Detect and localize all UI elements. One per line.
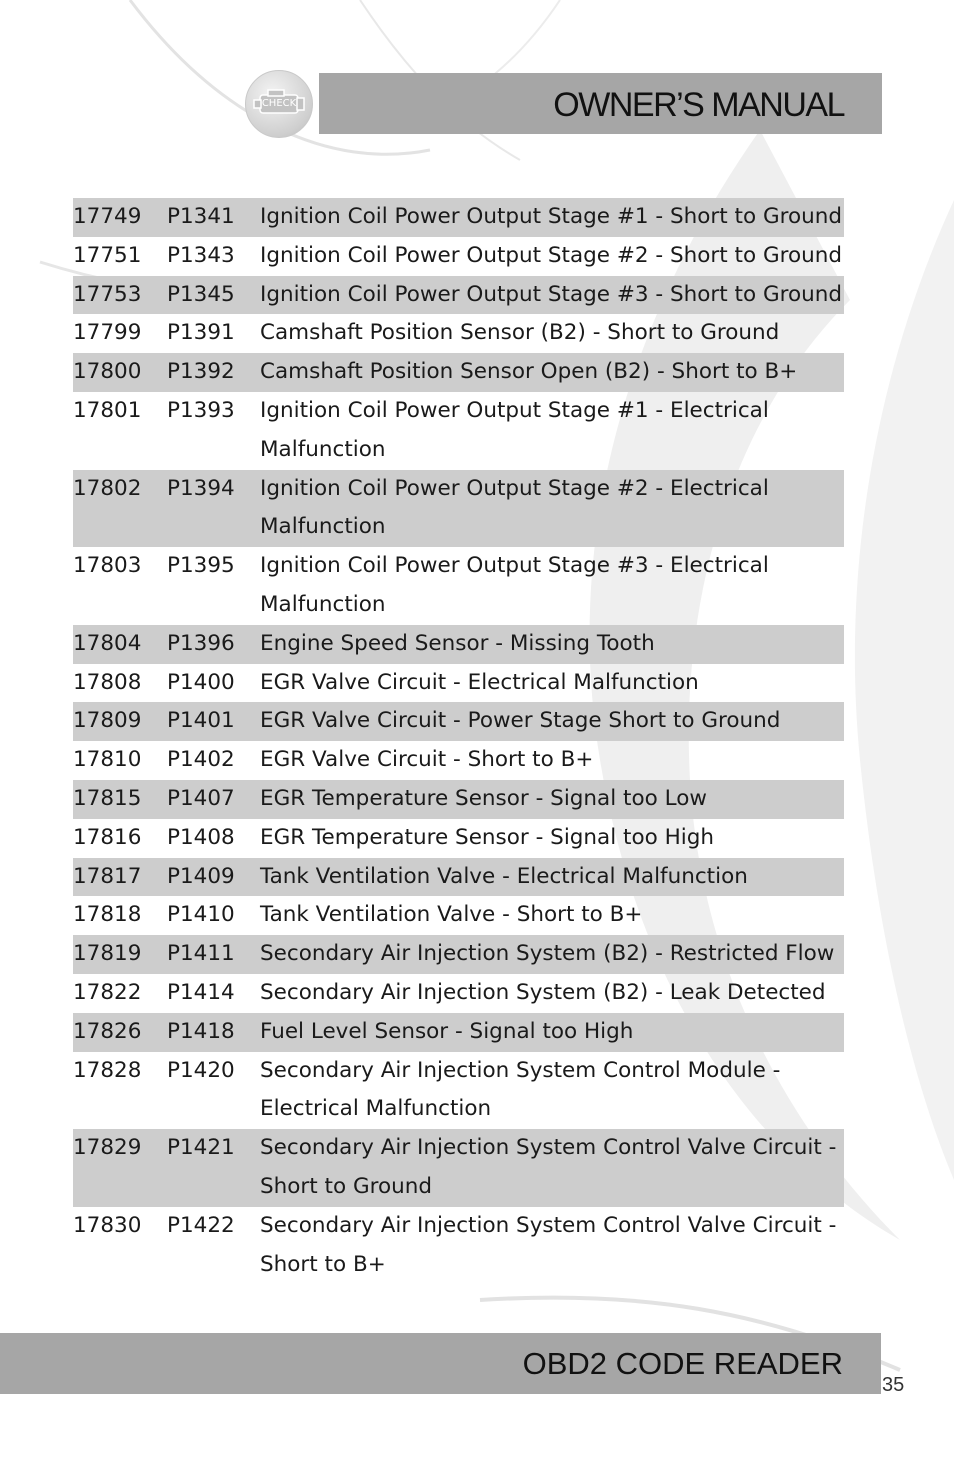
table-row xyxy=(73,974,844,1013)
code-cell: 17817 xyxy=(73,863,142,889)
description-cell: Ignition Coil Power Output Stage #1 - Electrical Malfunction xyxy=(260,397,769,462)
description-cell: Ignition Coil Power Output Stage #2 - Electrical Malfunction xyxy=(260,475,769,540)
pcode-cell: P1414 xyxy=(167,979,235,1005)
code-cell: 17809 xyxy=(73,708,142,734)
code-cell: 17819 xyxy=(73,941,142,967)
code-cell: 17800 xyxy=(73,359,142,385)
table-row xyxy=(73,470,844,548)
code-cell: 17829 xyxy=(73,1135,142,1161)
code-cell: 17803 xyxy=(73,553,142,579)
description-cell: Ignition Coil Power Output Stage #3 - Electrical Malfunction xyxy=(260,553,769,617)
code-cell: 17804 xyxy=(73,630,142,656)
table-row xyxy=(73,314,844,353)
check-badge-label: CHECK xyxy=(261,98,297,109)
pcode-cell: P1400 xyxy=(167,669,235,695)
pcode-cell: P1343 xyxy=(167,242,235,268)
pcode-cell: P1391 xyxy=(167,320,235,346)
code-cell: 17818 xyxy=(73,902,142,928)
footer-bar xyxy=(0,1333,881,1394)
table-row xyxy=(73,237,844,276)
table-row xyxy=(73,547,844,625)
pcode-cell: P1420 xyxy=(167,1057,235,1083)
header-bar xyxy=(319,73,882,134)
table-row xyxy=(73,625,844,664)
pcode-cell: P1421 xyxy=(167,1135,235,1161)
description-cell: EGR Temperature Sensor - Signal too High xyxy=(260,824,715,850)
table-row xyxy=(73,198,844,237)
table-row xyxy=(73,1129,844,1207)
table-row xyxy=(73,741,844,780)
check-engine-badge xyxy=(245,70,313,138)
code-cell: 17801 xyxy=(73,397,142,423)
code-cell: 17830 xyxy=(73,1212,142,1238)
page-title: OWNER’S MANUAL xyxy=(553,86,844,124)
description-cell: EGR Valve Circuit - Electrical Malfunction xyxy=(260,669,699,695)
code-cell: 17816 xyxy=(73,824,142,850)
pcode-cell: P1422 xyxy=(167,1212,235,1238)
description-cell: Fuel Level Sensor - Signal too High xyxy=(260,1018,634,1044)
description-cell: Tank Ventilation Valve - Electrical Malfunction xyxy=(260,863,748,889)
pcode-cell: P1402 xyxy=(167,747,235,773)
code-cell: 17815 xyxy=(73,785,142,811)
description-cell: Secondary Air Injection System Control Valve Circuit - Short to Ground xyxy=(260,1135,837,1199)
pcode-cell: P1345 xyxy=(167,281,235,307)
pcode-cell: P1341 xyxy=(167,204,235,229)
description-cell: Secondary Air Injection System (B2) - Leak Detected xyxy=(260,979,826,1005)
description-cell: Camshaft Position Sensor Open (B2) - Short to B+ xyxy=(260,359,798,385)
pcode-cell: P1411 xyxy=(167,941,235,967)
table-row xyxy=(73,353,844,392)
table-row xyxy=(73,276,844,315)
pcode-cell: P1392 xyxy=(167,359,235,385)
page-number: 35 xyxy=(882,1374,905,1396)
table-row xyxy=(73,819,844,858)
table-row xyxy=(73,664,844,703)
description-cell: EGR Valve Circuit - Power Stage Short to Ground xyxy=(260,708,781,734)
pcode-cell: P1393 xyxy=(167,397,235,423)
table-row xyxy=(73,935,844,974)
table-row xyxy=(73,1052,844,1130)
code-cell: 17749 xyxy=(73,204,142,229)
trouble-code-table xyxy=(73,198,844,1284)
pcode-cell: P1409 xyxy=(167,863,235,889)
table-row xyxy=(73,1013,844,1052)
pcode-cell: P1408 xyxy=(167,824,235,850)
code-cell: 17751 xyxy=(73,242,142,268)
description-cell: Ignition Coil Power Output Stage #2 - Short to Ground xyxy=(260,242,843,268)
code-cell: 17753 xyxy=(73,281,142,307)
description-cell: Ignition Coil Power Output Stage #1 - Short to Ground xyxy=(260,204,843,229)
table-row xyxy=(73,896,844,935)
description-cell: Camshaft Position Sensor (B2) - Short to Ground xyxy=(260,320,780,346)
description-cell: Ignition Coil Power Output Stage #3 - Short to Ground xyxy=(260,281,843,307)
table-row xyxy=(73,1207,844,1285)
pcode-cell: P1418 xyxy=(167,1018,235,1044)
table-row xyxy=(73,392,844,470)
description-cell: Secondary Air Injection System (B2) - Restricted Flow xyxy=(260,941,835,967)
footer-title: OBD2 CODE READER xyxy=(522,1346,843,1381)
description-cell: Engine Speed Sensor - Missing Tooth xyxy=(260,630,655,656)
pcode-cell: P1410 xyxy=(167,902,235,928)
code-cell: 17822 xyxy=(73,979,142,1005)
table-row xyxy=(73,780,844,819)
code-cell: 17828 xyxy=(73,1057,142,1083)
table-row xyxy=(73,702,844,741)
code-cell: 17826 xyxy=(73,1018,142,1044)
description-cell: EGR Temperature Sensor - Signal too Low xyxy=(260,785,707,811)
code-cell: 17799 xyxy=(73,320,142,346)
code-cell: 17808 xyxy=(73,669,142,695)
pcode-cell: P1401 xyxy=(167,708,235,734)
pcode-cell: P1396 xyxy=(167,630,235,656)
table-row xyxy=(73,858,844,897)
pcode-cell: P1394 xyxy=(167,475,235,501)
code-cell: 17802 xyxy=(73,475,142,501)
description-cell: Secondary Air Injection System Control Module - Electrical Malfunction xyxy=(260,1057,781,1122)
description-cell: EGR Valve Circuit - Short to B+ xyxy=(260,747,594,773)
description-cell: Secondary Air Injection System Control Valve Circuit - Short to B+ xyxy=(260,1212,837,1277)
pcode-cell: P1395 xyxy=(167,553,235,579)
pcode-cell: P1407 xyxy=(167,785,235,811)
code-cell: 17810 xyxy=(73,747,142,773)
description-cell: Tank Ventilation Valve - Short to B+ xyxy=(260,902,643,928)
